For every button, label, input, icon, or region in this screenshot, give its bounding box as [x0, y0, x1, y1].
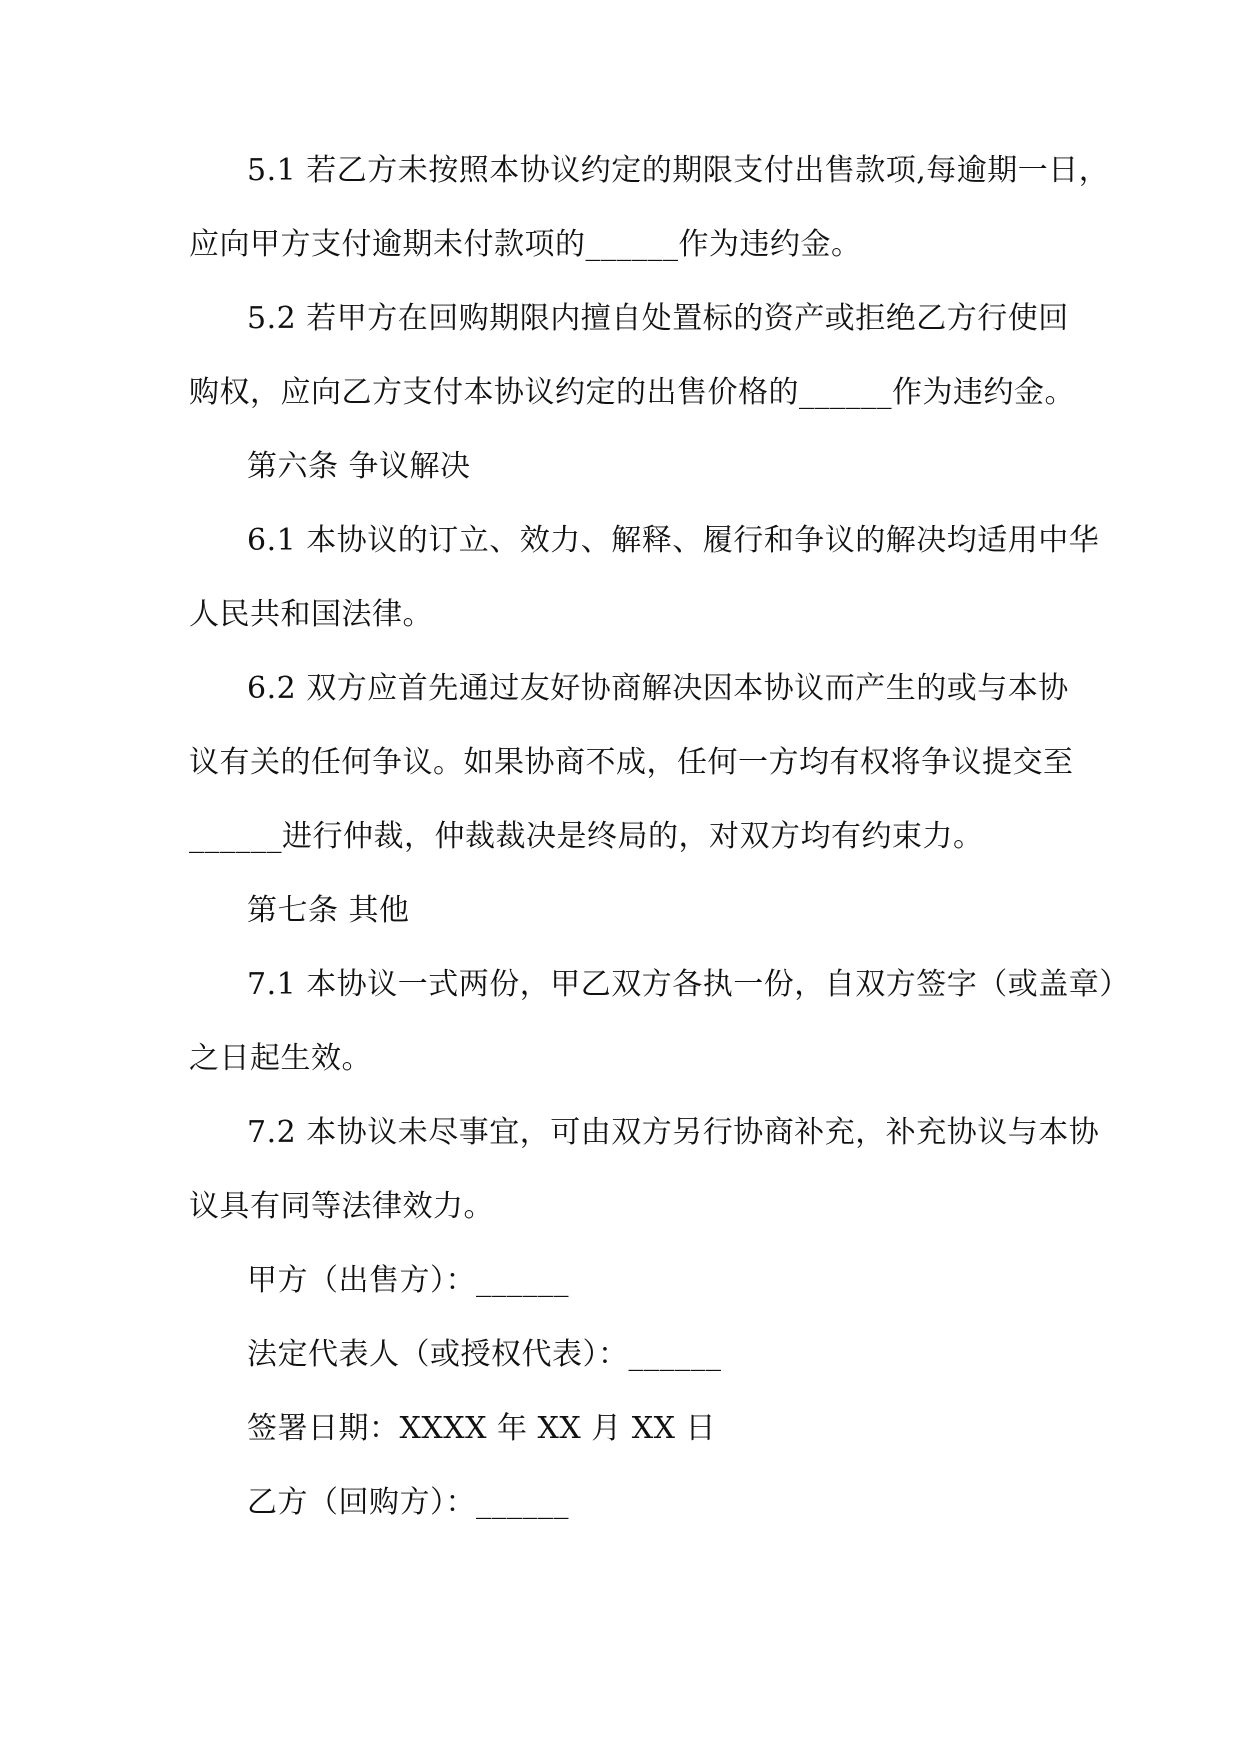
clause-7-1-line-1: 7.1 本协议一式两份，甲乙双方各执一份，自双方签字（或盖章） [247, 967, 1130, 1002]
clause-6-2-line-3: ______进行仲裁，仲裁裁决是终局的，对双方均有约束力。 [189, 819, 984, 854]
clause-5-2-line-1: 5.2 若甲方在回购期限内擅自处置标的资产或拒绝乙方行使回 [247, 301, 1069, 336]
article-6-heading: 第六条 争议解决 [247, 449, 471, 484]
legal-representative-line: 法定代表人（或授权代表）：______ [247, 1337, 722, 1372]
clause-6-2-line-1: 6.2 双方应首先通过友好协商解决因本协议而产生的或与本协 [247, 671, 1069, 706]
party-a-signature-line: 甲方（出售方）：______ [247, 1263, 569, 1298]
clause-7-2-line-1: 7.2 本协议未尽事宜，可由双方另行协商补充，补充协议与本协 [247, 1115, 1100, 1150]
clause-5-1-line-2: 应向甲方支付逾期未付款项的______作为违约金。 [189, 227, 862, 262]
clause-5-2-line-2: 购权，应向乙方支付本协议约定的出售价格的______作为违约金。 [189, 375, 1075, 410]
article-7-heading: 第七条 其他 [247, 893, 410, 928]
clause-6-2-line-2: 议有关的任何争议。如果协商不成，任何一方均有权将争议提交至 [189, 745, 1074, 780]
signing-date-line: 签署日期：XXXX 年 XX 月 XX 日 [247, 1411, 717, 1446]
clause-6-1-line-1: 6.1 本协议的订立、效力、解释、履行和争议的解决均适用中华 [247, 523, 1100, 558]
clause-7-1-line-2: 之日起生效。 [189, 1041, 372, 1076]
party-b-signature-line: 乙方（回购方）：______ [247, 1485, 569, 1520]
clause-5-1-line-1: 5.1 若乙方未按照本协议约定的期限支付出售款项,每逾期一日， [247, 153, 1110, 188]
clause-6-1-line-2: 人民共和国法律。 [189, 597, 433, 632]
clause-7-2-line-2: 议具有同等法律效力。 [189, 1189, 494, 1224]
